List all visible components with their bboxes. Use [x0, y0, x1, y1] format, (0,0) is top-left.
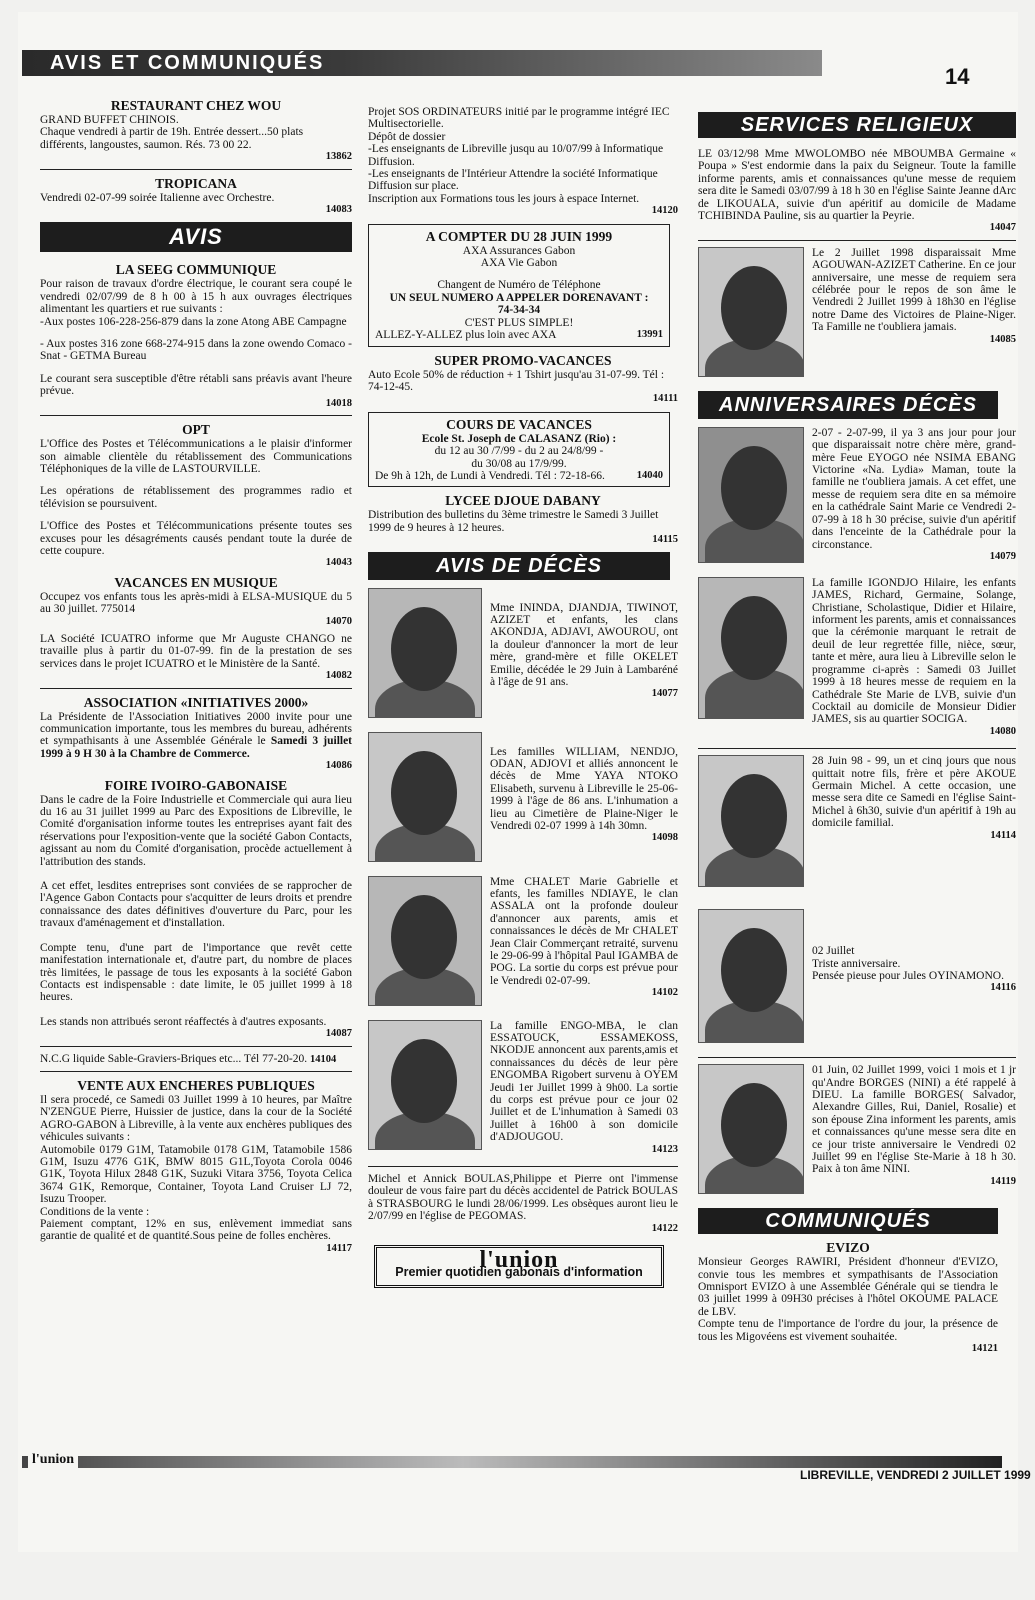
deces-text: Mme ININDA, DJANDJA, TIWINOT, AZIZET et enfants, les clans AKONDJA, ADJAVI, AWOUROU, ont la douleur d'annoncer la mort de leur mère, grand-mère et fille OKELET Emilie, décédée le 29 Juin à Lambaréné à l'âge de 91 ans.: [490, 601, 678, 688]
portrait-face: [391, 751, 457, 835]
divider: [368, 1166, 678, 1167]
anniversary-entry: [698, 427, 1016, 567]
divider: [40, 169, 352, 170]
ad-title: VENTE AUX ENCHERES PUBLIQUES: [77, 1077, 315, 1093]
ad-text: La famille IGONDJO Hilaire, les enfants JAMES, Richard, Germaine, Solange, Christiane, Scholastique, Didier et Hilaire, informent les parents, amis et connaissances que la cérémonie marquant le retrait de deuil de leur regrettée fille, nièce, sœur, tante et mère, aura lieu à Libreville selon le programme ci-après : Samedi 03 Juillet 1999 à 18 heures messe de requiem en la Cathédrale Ste Marie de LVB, suivie d'un Cocktail au domicile de Monsieur Didier JAMES, sis au quartier SOCIGA.: [812, 576, 1016, 726]
banner-avis: AVIS: [40, 222, 352, 252]
ad-text: [40, 711, 352, 761]
ad-text: Il sera procedé, ce Samedi 03 Juillet 1999 à 10 heures, par Maître N'ZENGUE Pierre, Huissier de justice, dans la cour de la Société AGRO-GABON à Libreville, à la vente aux enchères publiques des véhicules suivants :: [40, 1093, 352, 1144]
ad-cours-vacances: [368, 412, 670, 488]
portrait-face: [721, 266, 787, 350]
ad-axa: [368, 224, 670, 347]
ad-sos-ordinateurs: [368, 106, 678, 218]
ad-text-part: N.C.G liquide Sable-Graviers-Briques etc... Tél 77-20-20.: [40, 1052, 308, 1065]
ad-text: Changent de Numéro de Téléphone: [437, 279, 601, 292]
ad-text: Distribution des bulletins du 3ème trimestre le Samedi 3 Juillet 1999 de 9 heures à 12 heures.: [368, 509, 659, 534]
divider: [698, 240, 1016, 241]
ad-text: Compte tenu de l'importance de l'ordre du jour, la présence de tous les Migovéens est vivement souhaitée.: [698, 1318, 998, 1343]
portrait-face: [391, 607, 457, 691]
footer-bar: [22, 1456, 1002, 1468]
ad-text: 2-07 - 2-07-99, il ya 3 ans jour pour jour que disparaissait notre chère mère, grand-mère Feue EYOGO née NSIMA EBANG Victorine «Na. Lydia» Maman, toute la famille ne t'oubliera jamais. A cet effet, une messe de requiem sera dite en sa mémoire en la cathédrale Saint Marie ce Vendredi 2-07-99 à 18 h 30 précise, suivie d'un apéritif dans l'enceinte de la Cathédrale pour la circonstance.: [812, 426, 1016, 551]
ad-opt: [40, 422, 352, 570]
ad-ref: 14120: [651, 205, 678, 217]
ad-icuatro: [40, 633, 352, 683]
ad-seeg: [40, 262, 352, 410]
deces-text: Les familles WILLIAM, NENDJO, ODAN, ADJOVI et alliés annoncent le décès de Mme YAYA NTOKO Elisabeth, survenu à Libreville le 25-06-1999 à l'âge de 86 ans. L'inhumation a lieu au Cimetière de Plaine-Niger le Vendredi 02-07 1999 à 14h 30mn.: [490, 745, 678, 832]
ad-text: Les stands non attribués seront réaffectés à d'autres exposants.: [40, 1015, 327, 1028]
ad-ref: 14040: [636, 469, 663, 481]
ad-lycee: [368, 493, 678, 546]
divider: [40, 415, 352, 416]
ad-text: [375, 329, 663, 341]
footer-brand: l'union: [28, 1452, 78, 1468]
ad-title: COURS DE VACANCES: [446, 416, 592, 432]
ad-text: -Les enseignants de l'Intérieur Attendre la société Informatique Diffusion sur place.: [368, 168, 658, 193]
ad-text: du 12 au 30 /7/99 - du 2 au 24/8/99 -: [434, 445, 604, 458]
ad-ref: 14083: [325, 204, 352, 216]
ad-ref: 14080: [989, 725, 1016, 737]
deces-ref: 14077: [651, 688, 678, 700]
ad-text: 01 Juin, 02 Juillet 1999, voici 1 mois et 1 jr qu'Andre BORGES (NINI) a été rappelé à DIEU. La famille BORGES( Salvador, Alexandre Gilles, Rui, Daniel, Rosalie) et son épouse Zina informent les parents, amis et connaissances qu'une messe sera dite en ce jour triste anniversaire le Vendredi 02 Juillet 99 en l'église Ste-Marie à 18 h 30. Paix à ton âme NINI.: [812, 1064, 1016, 1176]
deces-ref: 14123: [651, 1143, 678, 1155]
ad-text: Automobile 0179 G1M, Tatamobile 0178 G1M, Tatamobile 1586 G1M, Isuzu 4776 G1K, BMW 8015 G1L,Toyota Corola 0046 G1K, Toyota Hilux 2848 G1K, Suzuki Vitara 3756, Toyota Celica 3674 G1K, Remorque, Container, Toyota Land Cruiser LJ 72, Isuzu Trooper.: [40, 1143, 352, 1206]
deces-text: Mme CHALET Marie Gabrielle et efants, les familles NDIAYE, le clan ASSALA ont la profonde douleur d'annoncer aux parents, amis et connaissances le décès de Mr CHALET Jean Clair Commerçant retraité, survenu le 29-06-99 à l'hôpital Paul IGAMBA de POG. La sortie du corps est prévue pour le Vendredi 02-07-99.: [490, 875, 678, 987]
ad-text: AXA Vie Gabon: [480, 257, 558, 270]
ad-ref: 14104: [309, 1053, 337, 1065]
ad-title: RESTAURANT CHEZ WOU: [110, 98, 282, 113]
portrait-photo: [698, 1064, 804, 1194]
section-title: AVIS ET COMMUNIQUÉS: [50, 52, 325, 74]
ad-text: Conditions de la vente :: [40, 1205, 150, 1218]
ad-ref: 14117: [326, 1242, 352, 1254]
banner-anniversaires-deces: ANNIVERSAIRES DÉCÈS: [698, 391, 998, 419]
portrait-face: [721, 928, 787, 1012]
portrait-photo: [698, 247, 804, 377]
ad-title: LYCEE DJOUE DABANY: [445, 493, 601, 509]
portrait-photo: [698, 427, 804, 563]
divider: [40, 1046, 352, 1047]
portrait-face: [391, 1039, 457, 1123]
column-2: [368, 106, 678, 1288]
page-number: 14: [945, 64, 970, 89]
section-header-bar: [22, 50, 822, 76]
ad-text: Ecole St. Joseph de CALASANZ (Rio) :: [421, 432, 617, 445]
column-1: [40, 98, 352, 1260]
ad-super-promo: [368, 353, 678, 406]
ad-text: Occupez vos enfants tous les après-midi à ELSA-MUSIQUE du 5 au 30 juillet. 775014: [40, 590, 352, 616]
portrait-photo: [368, 732, 482, 862]
deces-ref: 14122: [651, 1222, 678, 1234]
ad-text-part: ALLEZ-Y-ALLEZ plus loin avec AXA: [375, 329, 557, 342]
deces-entry: [368, 732, 678, 866]
ad-ref: 13991: [636, 329, 663, 341]
portrait-photo: [698, 577, 804, 719]
union-tagline: Premier quotidien gabonais d'information: [395, 1265, 643, 1280]
ad-text: Chaque vendredi à partir de 19h. Entrée dessert...50 plats différents, langoustes, saumon. Rés. 73 00 22.: [40, 126, 304, 151]
ad-text: Projet SOS ORDINATEURS initié par le programme intégré IEC Multisectorielle.: [368, 106, 670, 131]
ad-text: Vendredi 02-07-99 soirée Italienne avec Orchestre.: [40, 191, 275, 204]
ad-phone: 74-34-34: [497, 304, 541, 317]
ad-text: Monsieur Georges RAWIRI, Président d'honneur d'EVIZO, convie tous les membres et sympathisants de l'Association Omnisport EVIZO à une Assemblée Générale qui se tiendra le 03 juillet 1999 à 09H30 précises à l'hôtel OKOUME PALACE de LBV.: [698, 1256, 998, 1318]
anniversary-entry: [698, 577, 1016, 738]
ad-text: GRAND BUFFET CHINOIS.: [40, 114, 179, 126]
ad-text: LA Société ICUATRO informe que Mr Auguste CHANGO ne travaille plus à partir du 01-07-99. fin de la prestation de ses services dans le projet ICUATRO et le Ministère de la Santé.: [40, 632, 352, 670]
ad-text: Pour raison de travaux d'ordre électrique, le courant sera coupé le vendredi 02/07/99 de 8 h 00 à 15 h aux ouvrages électriques alimentant les quartiers et rue suivants :: [40, 278, 352, 316]
column-3: [698, 112, 1016, 1360]
ad-text: C'EST PLUS SIMPLE!: [464, 316, 574, 329]
deces-entry: [368, 588, 678, 722]
ad-text: Inscription aux Formations tous les jours à espace Internet.: [368, 192, 640, 205]
deces-entry: [368, 1020, 678, 1156]
ad-title: A COMPTER DU 28 JUIN 1999: [425, 228, 613, 244]
ad-title: SUPER PROMO-VACANCES: [434, 352, 612, 368]
ad-text: Auto Ecole 50% de réduction + 1 Tshirt jusqu'au 31-07-99. Tél : 74-12-45.: [368, 368, 665, 393]
ad-evizo: [698, 1240, 998, 1355]
ad-ref: 13862: [325, 151, 352, 163]
deces-boulas: [368, 1173, 678, 1235]
ad-vacances-musique: [40, 575, 352, 628]
ad-ref: 14085: [989, 333, 1016, 345]
ad-text: L'Office des Postes et Télécommunications présente toutes ses excuses pour les désagréments causés pendant toute la durée de cette coupure.: [40, 520, 352, 557]
ad-text: -Aux postes 106-228-256-879 dans la zone Atong ABE Campagne: [40, 315, 347, 328]
portrait-photo: [698, 909, 804, 1043]
portrait-face: [721, 596, 787, 680]
portrait-face: [721, 446, 787, 530]
ad-text: Compte tenu, d'une part de l'importance que revêt cette manifestation internationale et, d'autre part, du nombre de places très limitées, le passage de tous les exposants à la société Gabon Contacts est indispensable : date limite, le 05 juillet 1999 à 18 heures.: [40, 941, 352, 1004]
ad-ref: 14086: [325, 760, 352, 772]
ad-title: LA SEEG COMMUNIQUE: [115, 262, 277, 278]
divider: [40, 688, 352, 689]
ad-text-bold: Samedi 3 juillet 1999 à 9 H 30 à la Chambre de Commerce.: [40, 735, 353, 760]
deces-text: Michel et Annick BOULAS,Philippe et Pierre ont l'immense douleur de vous faire part du décès accidentel de Patrick BOULAS à STRASBOURG le lundi 28/06/1999. Les obsèques auront lieu le 2/07/99 en l'église de PEGOMAS.: [368, 1173, 678, 1223]
ad-ncg: [40, 1053, 352, 1066]
ad-title: EVIZO: [826, 1240, 870, 1256]
banner-avis-deces: AVIS DE DÉCÈS: [368, 552, 670, 580]
banner-services-religieux: SERVICES RELIGIEUX: [698, 112, 1016, 138]
ad-text: 02 Juillet: [812, 945, 855, 958]
union-logo: l'union: [479, 1247, 559, 1274]
portrait-photo: [698, 755, 804, 887]
ad-text: [375, 470, 663, 482]
ad-foire: [40, 778, 352, 1041]
union-logo-box: [374, 1245, 664, 1288]
ad-ref: 14047: [989, 222, 1016, 234]
ad-text: AXA Assurances Gabon: [462, 244, 576, 257]
ad-ref: 14114: [990, 829, 1016, 841]
ad-text: du 30/08 au 17/9/99.: [471, 457, 567, 470]
ad-title: OPT: [182, 422, 210, 438]
ad-encheres: [40, 1078, 352, 1255]
ad-text: Dépôt de dossier: [368, 130, 446, 143]
ad-text: Pensée pieuse pour Jules OYINAMONO.: [812, 969, 1004, 982]
divider: [698, 1057, 1016, 1058]
ad-title: FOIRE IVOIRO-GABONAISE: [104, 777, 288, 793]
ad-text: - Aux postes 316 zone 668-274-915 dans la zone owendo Comaco - Snat - GETMA Bureau: [40, 338, 352, 363]
ad-text: LE 03/12/98 Mme MWOLOMBO née MBOUMBA Germaine « Poupa » S'est endormie dans la paix du Seigneur. Toute la famille informe parents, amis et connaissances qu'une messe de requiem sera dite le Samedi 03/07/99 à 18 h 30 en l'église Sainte Jeanne dArc de LIKOUALA, suivie d'un apéritif au domicile de Madame TCHIBINDA Pauline, sis au quartier la Peyrie.: [698, 148, 1016, 223]
banner-communiques: COMMUNIQUÉS: [698, 1208, 998, 1234]
portrait-face: [391, 895, 457, 979]
portrait-photo: [368, 876, 482, 1006]
service-entry: [698, 247, 1016, 381]
deces-ref: 14102: [651, 987, 678, 999]
ad-title: TROPICANA: [155, 175, 237, 191]
ad-ref: 14115: [652, 534, 678, 546]
ad-text-part: De 9h à 12h, de Lundi à Vendredi. Tél : 72-18-66.: [375, 469, 605, 482]
ad-text: L'Office des Postes et Télécommunications a le plaisir d'informer son aimable clientèle du rétablissement des Communications Téléphoniques de la ville de LASTOURVILLE.: [40, 438, 352, 475]
ad-ref: 14082: [325, 670, 352, 682]
ad-ref: 14079: [989, 550, 1016, 562]
ad-text: UN SEUL NUMERO A APPELER DORENAVANT :: [389, 291, 649, 304]
anniversary-entry: [698, 1064, 1016, 1198]
ad-text-part: La Présidente de l'Association Initiatives 2000 invite pour une communication importante, tous les membres du bureau, adhérents et sympathisants à une Assemblée Générale le: [40, 710, 352, 748]
ad-text: 28 Juin 98 - 99, un et cinq jours que nous quittait notre fils, frère et père AKOUE Germain Michel. A cette occasion, une messe sera dite ce Samedi en l'église Saint-Michel à 6h30, suivie d'un apéritif à 19h au domicile familial.: [812, 755, 1016, 830]
ad-text: Les opérations de rétablissement des programmes radio et télévision se poursuivent.: [40, 485, 352, 510]
ad-ref: 14043: [325, 557, 352, 569]
ad-text: A cet effet, lesdites entreprises sont conviées de se rapprocher de l'Agence Gabon Contacts pour s'acquitter de leurs droits et prendre connaissance des dates définitives d'ouverture du Parc, pour les travaux d'aménagement et d'installation.: [40, 880, 352, 930]
anniversary-entry: [698, 755, 1016, 891]
anniversary-entry: [698, 909, 1016, 1047]
ad-text: Paiement comptant, 12% en sus, enlèvement immediat sans garantie de qualité et de quantité.Sous peine de folles enchères.: [40, 1218, 352, 1243]
portrait-photo: [368, 588, 482, 718]
ad-tropicana: [40, 176, 352, 217]
ad-text: Le courant sera susceptible d'être rétabli sans préavis avant l'heure prévue.: [40, 372, 352, 398]
ad-ref: 14070: [325, 615, 352, 627]
ad-ref: 14087: [325, 1028, 352, 1040]
deces-text: La famille ENGO-MBA, le clan ESSATOUCK, ESSAMEKOSS, NKODJE annoncent aux parents,amis et connaissances du décès de leur père ENGOMBA Rigobert survenu à OYEM Jeudi 1er Juillet 1999 à 9h00. La sortie du corps est prévue pour ce jour 02 Juillet et de L'inhumation à Samedi 03 Juillet à 16h00 à son domicile d'ADJOUGOU.: [490, 1019, 678, 1144]
ad-title: VACANCES EN MUSIQUE: [114, 574, 278, 590]
ad-title: ASSOCIATION «INITIATIVES 2000»: [83, 694, 309, 710]
ad-text: Le 2 Juillet 1998 disparaissait Mme AGOUWAN-AZIZET Catherine. En ce jour anniversaire, une messe de requiem sera célébrée pour le repos de son âme le Vendredi 2 Juillet 1999 à 18h30 en l'église notre Dame des Victoires de Plaine-Niger. Ta Famille ne t'oubliera jamais.: [812, 246, 1016, 334]
ad-ref: 14119: [990, 1175, 1016, 1187]
ad-restaurant: [40, 98, 352, 164]
divider: [40, 1071, 352, 1072]
deces-ref: 14098: [651, 832, 678, 844]
ad-text: Triste anniversaire.: [812, 957, 901, 970]
deces-entry: [368, 876, 678, 1010]
ad-ref: 14018: [325, 397, 352, 409]
ad-text: Dans le cadre de la Foire Industrielle et Commerciale qui aura lieu du 16 au 31 juillet 1999 au Parc des Expositions de Libreville, le Comité d'organisation informe toutes les entreprises ayant fait des réservations pour l'exposition-vente que la société Gabon Contacts, agissant au nom du Comité d'organisation, procède actuellement à l'attribution des stands.: [40, 793, 352, 868]
portrait-face: [721, 774, 787, 858]
ad-ref: 14111: [652, 393, 678, 405]
footer-dateline: LIBREVILLE, VENDREDI 2 JUILLET 1999: [800, 1468, 1031, 1482]
ad-ref: 14121: [971, 1342, 998, 1354]
portrait-face: [721, 1083, 787, 1167]
ad-text: [40, 1053, 352, 1066]
ad-mwolombo: [698, 148, 1016, 235]
ad-text: -Les enseignants de Libreville jusqu au 10/07/99 à Informatique Diffusion.: [368, 143, 664, 168]
ad-ref: 14116: [990, 982, 1016, 994]
divider: [698, 748, 1016, 749]
portrait-photo: [368, 1020, 482, 1150]
ad-association: [40, 695, 352, 773]
